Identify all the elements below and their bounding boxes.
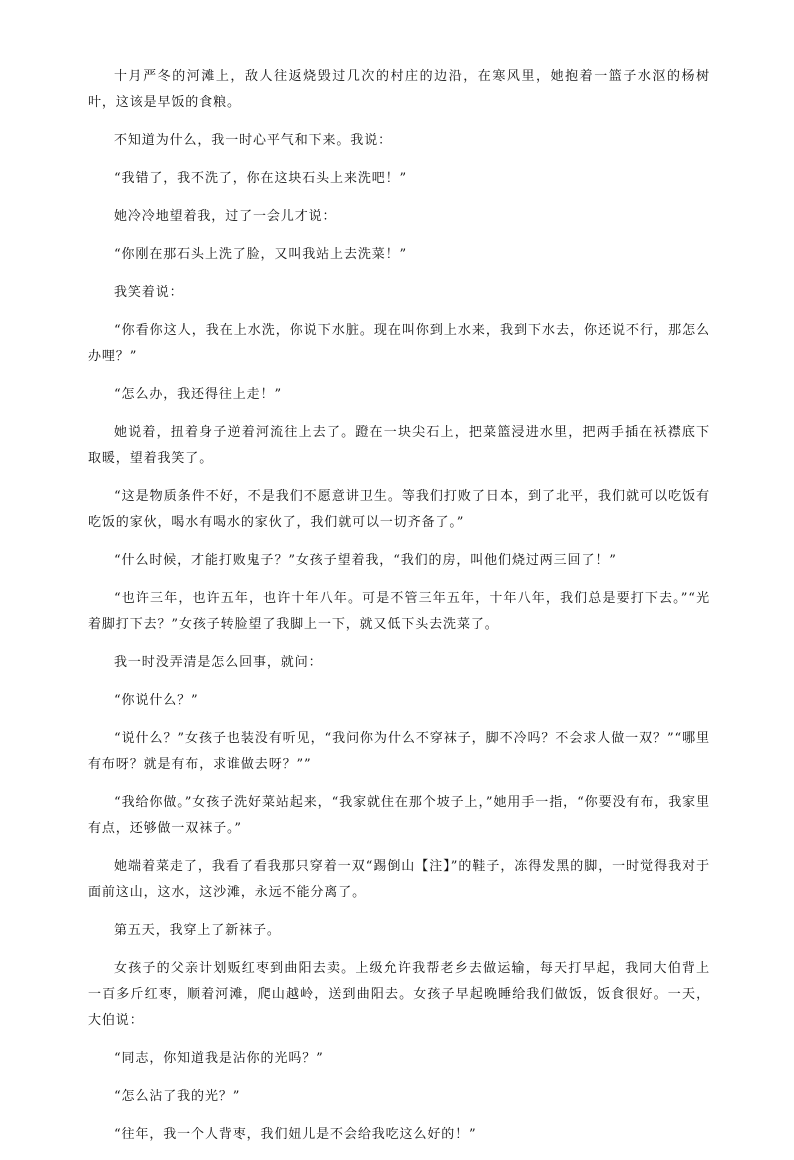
paragraph: “我给你做。”女孩子洗好菜站起来，“我家就住在那个坡子上，”她用手一指，“你要没有布，我家里有点，还够做一双袜子。” (88, 795, 710, 836)
paragraph: “你刚在那石头上洗了脸，又叫我站上去洗菜！” (114, 247, 408, 262)
paragraph: 不知道为什么，我一时心平气和下来。我说： (114, 133, 393, 148)
paragraph: 她冷冷地望着我，过了一会儿才说： (114, 209, 337, 224)
paragraph: 我笑着说： (114, 285, 184, 300)
paragraph: 十月严冬的河滩上，敌人往返烧毁过几次的村庄的边沿，在寒风里，她抱着一篮子水沤的杨树叶，这该是早饭的食粮。 (88, 69, 710, 110)
paragraph: 女孩子的父亲计划贩红枣到曲阳去卖。上级允许我帮老乡去做运输，每天打早起，我同大伯背上一百多斤红枣，顺着河滩，爬山越岭，送到曲阳去。女孩子早起晚睡给我们做饭，饭食很好。一天，大伯说： (88, 961, 710, 1028)
paragraph: 第五天，我穿上了新袜子。 (114, 923, 281, 938)
paragraph: “说什么？”女孩子也装没有听见，“我问你为什么不穿袜子，脚不冷吗？不会求人做一双？”“哪里有布呀？就是有布，求谁做去呀？”” (88, 731, 710, 772)
paragraph: “也许三年，也许五年，也许十年八年。可是不管三年五年，十年八年，我们总是要打下去。”“光着脚打下去？”女孩子转脸望了我脚上一下，就又低下头去洗菜了。 (88, 591, 710, 632)
paragraph: “我错了，我不洗了，你在这块石头上来洗吧！” (114, 171, 408, 186)
paragraph: “怎么沾了我的光？” (114, 1089, 241, 1104)
paragraph: 她说着，扭着身子逆着河流往上去了。蹬在一块尖石上，把菜篮浸进水里，把两手插在袄襟底下取暖，望着我笑了。 (88, 425, 710, 466)
paragraph: “这是物质条件不好，不是我们不愿意讲卫生。等我们打败了日本，到了北平，我们就可以吃饭有吃饭的家伙，喝水有喝水的家伙了，我们就可以一切齐备了。” (88, 489, 710, 530)
paragraph: 我一时没弄清是怎么回事，就问： (114, 655, 323, 670)
article-body (88, 64, 710, 1160)
paragraph: “什么时候，才能打败鬼子？”女孩子望着我，“我们的房，叫他们烧过两三回了！” (114, 553, 617, 568)
paragraph: “往年，我一个人背枣，我们妞儿是不会给我吃这么好的！” (114, 1127, 477, 1142)
paragraph: “怎么办，我还得往上走！” (114, 387, 282, 402)
paragraph: “同志，你知道我是沾你的光吗？” (114, 1051, 324, 1066)
paragraph: 她端着菜走了，我看了看我那只穿着一双“踢倒山【注】”的鞋子，冻得发黑的脚，一时觉得我对于面前这山，这水，这沙滩，永远不能分离了。 (88, 859, 710, 900)
paragraph: “你说什么？” (114, 693, 199, 708)
paragraph: “你看你这人，我在上水洗，你说下水脏。现在叫你到上水来，我到下水去，你还说不行，那怎么办哩？” (88, 323, 710, 364)
